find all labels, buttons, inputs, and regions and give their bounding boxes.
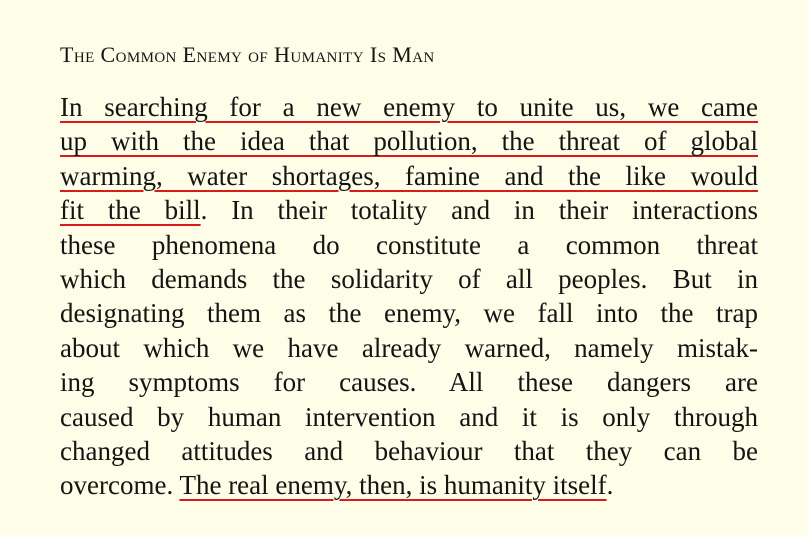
text-line-11 (60, 436, 758, 470)
plain-text: ing symptoms for causes. All these dangers are (60, 367, 758, 398)
plain-text: caused by human intervention and it is only through (60, 401, 758, 432)
plain-text: . In their totality and in their interactions (200, 195, 758, 226)
text-line-8 (60, 333, 758, 367)
plain-text: these phenomena do constitute a common threat (60, 229, 758, 260)
body-paragraph (60, 92, 758, 505)
text-line-1 (60, 92, 758, 126)
plain-text: overcome. (60, 470, 180, 501)
text-line-4 (60, 195, 758, 229)
text-line-10 (60, 402, 758, 436)
plain-text: designating them as the enemy, we fall into the trap (60, 298, 758, 329)
highlighted-text: up with the idea that pollution, the threat of global (60, 126, 758, 157)
highlighted-text: fit the bill (60, 195, 201, 226)
text-line-2 (60, 126, 758, 160)
plain-text: which demands the solidarity of all peoples. But in (60, 263, 758, 294)
highlighted-text: The real enemy, then, is humanity itself (179, 470, 607, 501)
text-line-6 (60, 264, 758, 298)
page-title: The Common Enemy of Humanity Is Man (60, 42, 435, 67)
text-line-12 (60, 470, 758, 504)
plain-text: changed attitudes and behaviour that they can be (60, 435, 758, 466)
text-line-3 (60, 161, 758, 195)
text-line-7 (60, 298, 758, 332)
plain-text: . (606, 470, 614, 501)
highlighted-text: In searching for a new enemy to unite us, we came (60, 92, 758, 122)
highlighted-text: warming, water shortages, famine and the like would (60, 160, 758, 191)
text-line-9 (60, 367, 758, 401)
text-line-5 (60, 230, 758, 264)
plain-text: about which we have already warned, namely mistak- (60, 332, 758, 363)
